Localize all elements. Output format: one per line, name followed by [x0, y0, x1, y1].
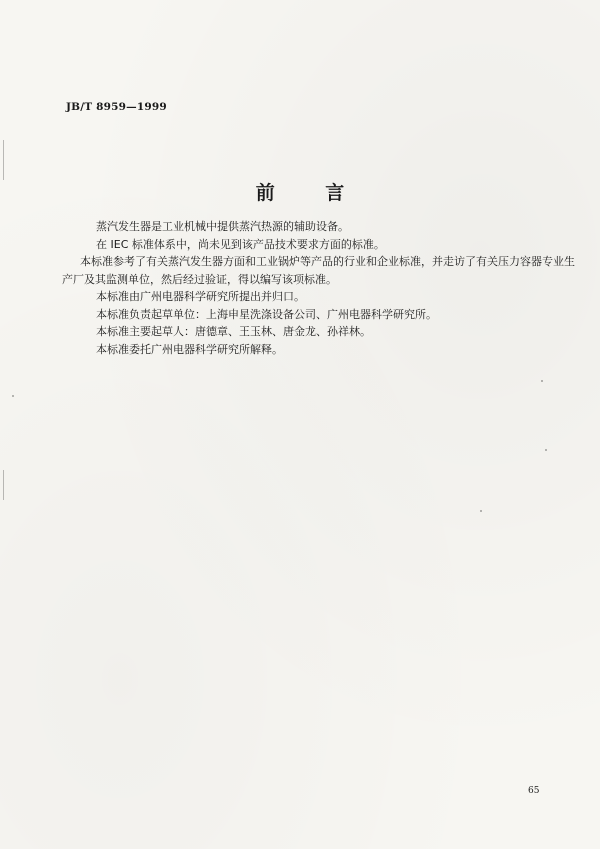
paragraph-2: 在 IEC 标准体系中，尚未见到该产品技术要求方面的标准。: [96, 237, 385, 251]
page-title: 前 言: [255, 182, 367, 204]
paragraph-3: 本标准参考了有关蒸汽发生器方面和工业锅炉等产品的行业和企业标准，并走访了有关压力容器专业生产厂及其监测单位，然后经过验证，得以编写该项标准。: [62, 255, 575, 286]
paragraph-1: 蒸汽发生器是工业机械中提供蒸汽热源的辅助设备。: [96, 220, 349, 233]
page-number: 65: [528, 786, 540, 796]
scan-speck: [480, 510, 482, 512]
scan-speck: [12, 395, 14, 397]
scan-speck: [545, 449, 547, 451]
paragraph-6: 本标准主要起草人：唐德章、王玉林、唐金龙、孙祥林。: [96, 325, 371, 338]
standard-code: JB/T 8959—1999: [66, 101, 167, 113]
scan-edge-mark: [3, 140, 4, 180]
scan-speck: [541, 380, 543, 382]
foreword-body: [62, 218, 578, 358]
scan-edge-mark: [3, 470, 4, 500]
paragraph-5: 本标准负责起草单位：上海申星洗涤设备公司、广州电器科学研究所。: [96, 307, 437, 321]
paragraph-7: 本标准委托广州电器科学研究所解释。: [96, 342, 283, 356]
paragraph-4: 本标准由广州电器科学研究所提出并归口。: [96, 290, 305, 303]
